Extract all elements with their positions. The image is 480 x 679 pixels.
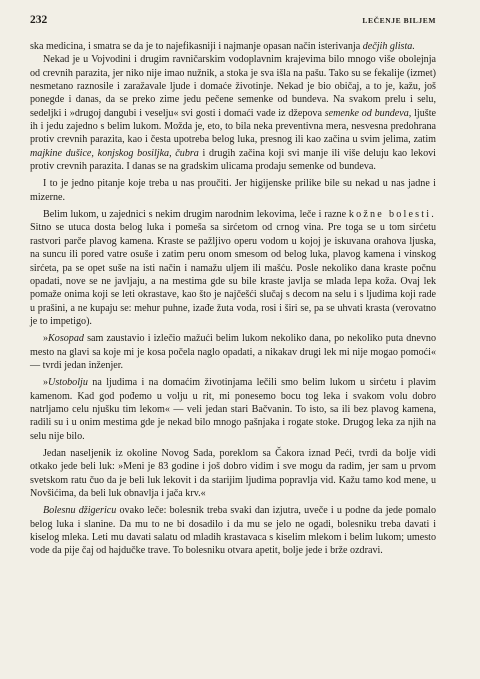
paragraph-5-quote-open: »: [43, 333, 49, 345]
paragraph-2-text-b: ljušte ih i jedu zajedno s belim lukom. Možda je, eto, to bila neka preventivna mera, nesvesna predohrana protiv crevnih parazita, kao i česta upotreba belog luka, presnog ili kao začina u svim jelima, zatim: [30, 107, 436, 146]
paragraph-2-text-c: i drugih začina koji svi manje ili više deluju kao lekovi protiv crevnih parazita. I danas se na gradskim ulicama prodaju semenke od bundeva.: [30, 147, 436, 173]
body-text: [30, 40, 436, 558]
paragraph-2-italic-1: semenke od bundeva,: [324, 107, 412, 119]
paragraph-7-text: Jedan naseljenik iz okoline Novog Sada, poreklom sa Čakora iznad Peći, tvrdi da bolje vidi otkako jede beli luk: »Meni je 83 godine i još dobro vidim i sve mogu da radim, jer sam u prvom svetskom ratu čuo da je beli luk lekovit i da starijim ljudima popravlja vid. Kažu tamo kod mene, u Novšićima, da beli luk obnavlja i jača krv.«: [30, 447, 436, 499]
paragraph-3-text: I to je jedno pitanje koje treba u nas proučiti. Jer higijenske prilike bile su nekad u nas jadne i mizerne.: [30, 178, 436, 203]
paragraph-5: [30, 332, 436, 372]
paragraph-1-text: ska medicina, i smatra se da je to najefikasniji i najmanje opasan način isterivanja: [30, 41, 363, 52]
paragraph-5-text: sam zaustavio i izlečio mažući belim lukom nekoliko dana, po nekoliko puta dnevno mesto na glavi sa koje mi je kosa počela naglo opadati, a nikakav drugi lek mi nije mogao pomoći« — tvrdi jedan inženjer.: [30, 333, 436, 371]
paragraph-8-italic: Bolesnu džigericu: [43, 505, 117, 517]
paragraph-1-italic: dečjih glista.: [362, 41, 415, 52]
paragraph-4-text-a: Belim lukom, u zajednici s nekim drugim narodnim lekovima, leče i razne: [43, 209, 349, 221]
paragraph-6-italic: Ustobolju: [48, 377, 88, 389]
paragraph-4-spaced: kožne bolesti.: [348, 209, 436, 221]
paragraph-8: [30, 504, 436, 557]
paragraph-4-text-b: Sitno se utuca dosta belog luka i pomeša sa sirćetom od crnog vina. Pre toga se u tom sirćetu rastvori parče plavog kamena. Kraste se pažljivo operu vodom u kojoj je iskuvana orahova ljuska, na suncu ili pored vatre osuše i zatim peru onom smesom od belog luka, plavog kamena i vinskog sirćeta, pa se opet suše na isti način i namažu uljem ili mašću. Posle nekoliko dana kraste počnu opadati, nove se ne javljaju, a na mestima gde su bile kraste javlja se mlada lepa koža. Ovaj lek pomaže onima koji se leti okrastave, kao što je najčešći slučaj s decom na selu i s ljudima koji rade u prašini, a ne kupaju se: mehur puhne, izađe žuta voda, rosi i širi se, pa se uhvati krasta (verovatno je to impetigo).: [30, 222, 436, 327]
paragraph-6: [30, 376, 436, 443]
paragraph-5-italic: Kosopad: [48, 333, 84, 345]
page-header: [30, 14, 436, 38]
paragraph-6-text: na ljudima i na domaćim životinjama lečili smo belim lukom u sirćetu i plavim kamenom. Kad god pođemo u volju u rit, mi ponesemo bocu tog leka i svakom volu dobro natrljamo celu njušku tim lekom« — veli jedan stari Bačvanin. To isto, sa ili bez plavog kamena, radili su i u onim mestima gde je nekad bilo mnogo pašnjaka i rogate stoke. Drugog leka za njih na selu nije bilo.: [30, 377, 436, 442]
paragraph-8-text: ovako leče: bolesnik treba svaki dan izjutra, uveče i u podne da jede pomalo belog luka i slanine. Da mu to ne bi dosadilo i da mu se jelo ne ogadi, bolesniku treba davati i kiselog mleka. Leti mu davati salatu od mladih krastavaca s kiselim mlekom i belim lukom; umesto vode da pije čaj od hajdučke trave. To bolesniku otvara apetit, bolje jede i brže ozdravi.: [30, 505, 437, 557]
page-number: 232: [30, 14, 48, 26]
paragraph-7: [30, 447, 436, 500]
paragraph-1: [30, 40, 436, 53]
running-head: LEČENJE BILJEM: [362, 16, 436, 25]
paragraph-3: [30, 177, 436, 204]
paragraph-2-italic-2: majkine dušice, konjskog bosiljka, čubra: [30, 147, 199, 159]
paragraph-4: [30, 208, 436, 328]
paragraph-2-text-a: Nekad je u Vojvodini i drugim ravničarskim vodoplavnim krajevima bilo mnogo više obolejnja od crevnih parazita, jer niko nije imao nužnik, a stoka je sva išla na pašu. Tako su se fekalije (izmet) nesmetano raznosile i zaražavale ljude i domaće životinje. Nekad je bio običaj, a to je, kažu, još ponegde i danas, da se preko zime jedu pečene semenke od bundeva. Na svakom prelu i selu, sedeljki i »drugoj dangubi i veselju« svi gosti i domaći vade iz džepova: [30, 54, 436, 119]
paragraph-6-quote-open: »: [43, 377, 49, 389]
paragraph-2: [30, 53, 436, 173]
